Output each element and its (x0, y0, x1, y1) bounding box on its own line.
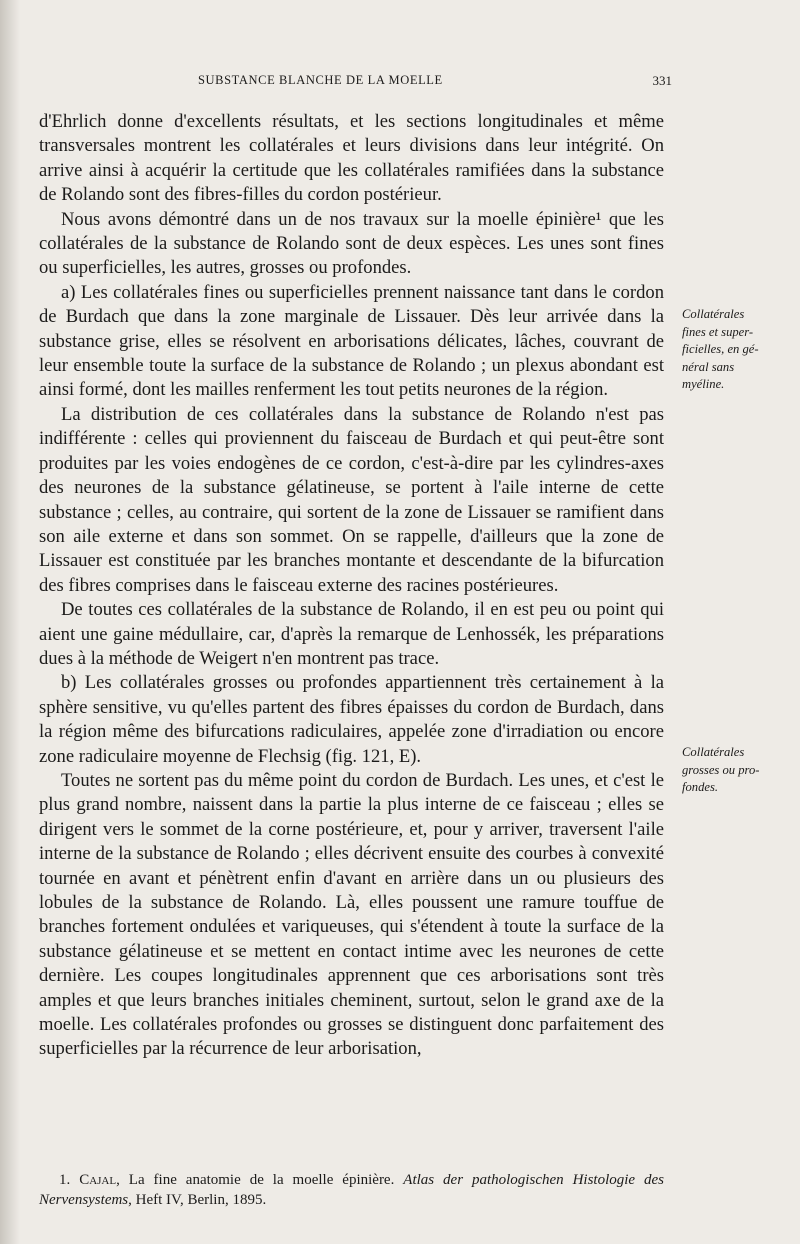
paragraph-3: a) Les collatérales fines ou superficielles prennent naissance tant dans le cordon de Burdach que dans la zone marginale de Lissauer. Dès leur arrivée dans la substance grise, elles se résolvent en arborisations délicates, lâches, couvrant de leur ensemble toute la surface de la substance de Rolando ; un plexus abondant est ainsi formé, dont les mailles renferment les tout petits neurones de la région. (39, 281, 664, 401)
margin-note-line: Collatérales (682, 745, 745, 759)
page-header (40, 73, 680, 95)
margin-note-thick-collaterals (682, 744, 788, 797)
footnote-text-end: , Heft IV, Berlin, 1895. (128, 1192, 267, 1208)
footnote-author: Cajal (79, 1172, 117, 1188)
margin-note-line: grosses ou pro- (682, 762, 760, 777)
paragraph-6: b) Les collatérales grosses ou profondes appartiennent très certainement à la sphère sensitive, vu qu'elles partent des fibres épaisses du cordon de Burdach, dans la région même des bifurcations radiculaires, appelée zone d'irradiation ou encore zone radiculaire moyenne de Flechsig (fig. 121, E). (39, 672, 664, 767)
gutter-shadow (0, 0, 20, 1244)
margin-note-line: ficielles, en gé- (682, 342, 759, 356)
paragraph-7: Toutes ne sortent pas du même point du cordon de Burdach. Les unes, et c'est le plus grand nombre, naissent dans la partie la plus interne de ce faisceau ; elles se dirigent vers le sommet de la corne postérieure, et, pour y arriver, traversent l'aile interne de la substance de Rolando ; elles décrivent ensuite des courbes à convexité tournée en avant et pénètrent enfin d'avant en arrière dans un ou plusieurs des lobules de la substance de Rolando. Là, elles poussent une ramure touffue de branches fortement ondulées et variqueuses, qui s'étendent à toute la surface de la substance gélatineuse et se mettent en contact intime avec les neurones de cette dernière. Les coupes longitudinales apprennent que ces arborisations sont très amples et que leurs branches initiales cheminent, surtout, selon le grand axe de la moelle. Les collatérales profondes ou grosses se distinguent donc parfaitement des superficielles par la récurrence de leur arborisation, (39, 769, 664, 1060)
paragraph-5: De toutes ces collatérales de la substance de Rolando, il en est peu ou point qui aient une gaine médullaire, car, d'après la remarque de Lenhossék, les préparations dues à la méthode de Weigert n'en montrent pas trace. (39, 599, 664, 669)
margin-note-line: Collatérales (682, 307, 745, 321)
margin-note-fine-collaterals (682, 306, 788, 394)
footnote-text: , La fine anatomie de la moelle épinière. (116, 1172, 395, 1188)
margin-note-line: myéline. (682, 377, 725, 391)
footnote (39, 1170, 664, 1210)
paragraph-1: d'Ehrlich donne d'excellents résultats, et les sections longitudinales et même transversales montrent les collatérales et leurs divisions dans leur intégrité. On arrive ainsi à acquérir la certitude que les collatérales ramifiées dans la substance de Rolando sont des fibres-filles du cordon postérieur. (39, 111, 664, 206)
main-text (39, 110, 664, 1062)
paragraph-2: Nous avons démontré dans un de nos travaux sur la moelle épinière¹ que les collatérales de la substance de Rolando sont de deux espèces. Les unes sont fines ou superficielles, les autres, grosses ou profondes. (39, 208, 664, 279)
margin-note-line: fines et super- (682, 324, 754, 339)
margin-note-line: fondes. (682, 780, 719, 794)
margin-note-line: néral sans (682, 359, 735, 374)
page-number: 331 (652, 73, 672, 88)
footnote-number: 1. (59, 1172, 71, 1188)
running-title: SUBSTANCE BLANCHE DE LA MOELLE (198, 73, 443, 87)
paragraph-4: La distribution de ces collatérales dans la substance de Rolando n'est pas indifférente : celles qui proviennent du faisceau de Burdach et qui peut-être sont produites par les voies endogènes de ce cordon, c'est-à-dire par les cylindres-axes des neurones de la substance gélatineuse, se portent à l'aile interne de cette substance ; celles, au contraire, qui sortent de la zone de Lissauer se ramifient dans son aile externe et dans son sommet. On se rappelle, d'ailleurs que la zone de Lissauer est constituée par les branches montante et descendante de la bifurcation des fibres comprises dans le faisceau externe des racines postérieures. (39, 403, 664, 596)
footnote-title: Atlas der pathologischen Histologie des Nervensystems (39, 1172, 664, 1208)
